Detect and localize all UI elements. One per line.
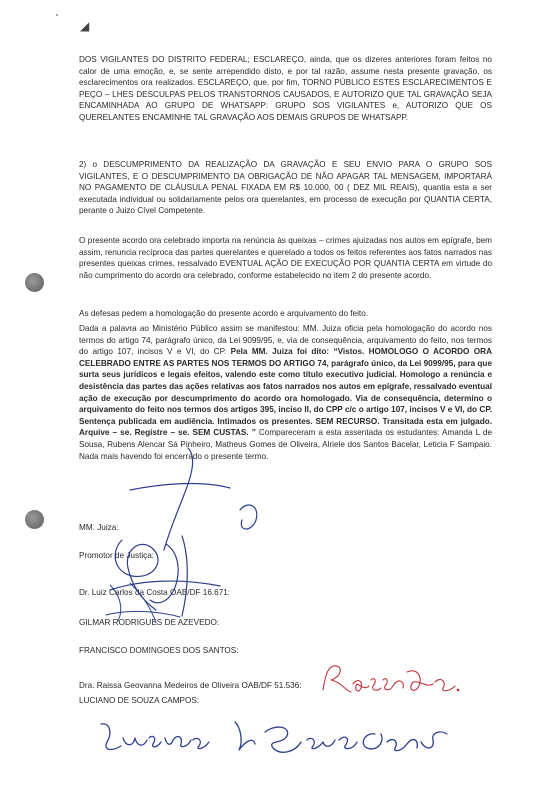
- paragraph-text: O presente acordo ora celebrado importa na renúncia às queixas – crimes ajuizadas nos autos em epígrafe, bem assim, renuncia recíproca das partes querelantes e querelado a todos os feitos referentes aos fatos narrados nas presentes queixas crimes, ressalvado EVENTUAL AÇÃO DE EXECUÇÃO POR QUANTIA CERTA em virtude do não cumprimento do acordo ora celebrado, conforme estabelecido no item 2 do presente acordo.: [79, 236, 492, 280]
- handwritten-signature-luciano: [95, 712, 455, 762]
- punch-hole-icon: [25, 510, 44, 529]
- signature-line-prosecutor: Promotor de Justiça:: [79, 551, 155, 560]
- punch-hole-icon: [25, 273, 44, 292]
- scan-speck: [56, 14, 58, 16]
- body-paragraph: [79, 54, 492, 124]
- paragraph-text: As defesas pedem a homologação do presente acordo e arquivamento do feito.: [79, 309, 369, 318]
- signature-line-party: GILMAR RODRIGUES DE AZEVEDO:: [79, 618, 220, 627]
- handwritten-signature-party: [100, 575, 190, 635]
- prosecutor-statement: Dada a palavra ao Ministério Público assim se manifestou: MM. Juiza oficia pela homologação do acordo nos termos do artigo 74, parágrafo único, da Lei 9099/95, e, via de consequência, arquivamento do feito, nos termos do artigo 107, incisos V e VI, do CP.: [79, 324, 492, 357]
- signature-line-party: LUCIANO DE SOUZA CAMPOS:: [79, 696, 200, 705]
- body-paragraph: [79, 159, 492, 217]
- handwritten-signature-raissa: [315, 660, 465, 700]
- judge-ruling: Pela MM. Juiza foi dito: “Vistos. HOMOLOGO O ACORDO ORA CELEBRADO ENTRE AS PARTES NOS TERMOS DO ARTIGO 74, parágrafo único, da Lei 9099/95, para que surta seus jurídicos e legais efeitos, valendo este como título executivo judicial. Homologo a renúncia e desistência das partes das ações relativas aos fatos narrados nos autos em epígrafe, ressalvado eventual ação de execução por descumprimento do acordo ora homologado. Via de consequência, determino o arquivamento do feito nos termos dos artigos 395, inciso II, do CPP c/c o artigo 107, incisos V e VI, do CP. Sentença publicada em audiência. Intimados os presentes. SEM RECURSO. Transitada esta em julgado. Arquive – se. Registre – se. SEM CUSTAS. ”: [79, 347, 492, 438]
- paragraph-text: DOS VIGILANTES DO DISTRITO FEDERAL; ESCLAREÇO, ainda, que os dizeres anteriores foram feitos no calor de uma emoção, e, se sente arrependido disto, e por tal razão, assume nesta presente gravação, os esclarecimentos ora realizados. ESCLAREÇO, que, por fim, TORNO PÚBLICO ESTES ESCLARECIMENTOS E PEÇO – LHES DESCULPAS PELOS TRANSTORNOS CAUSADOS, E AUTORIZO QUE TAL GRAVAÇÃO SEJA ENCAMINHADA AO GRUPO DE WHATSAPP: GRUPO SOS VIGILANTES e, AUTORIZO QUE OS QUERELANTES ENCAMINHE TAL GRAVAÇÃO AOS DEMAIS GRUPOS DE WHATSAPP.: [79, 55, 492, 122]
- attendance-note: Compareceram a esta assentada os estudantes: Amanda L de Sousa, Rubens Alencar Sá Pinheiro, Matheus Gomes de Oliveira, Alriele dos Santos Bacelar, Leticia F Sampaio. Nada mais havendo foi encerrado o presente termo.: [79, 428, 493, 461]
- signature-line-party: FRANCISCO DOMINGOES DOS SANTOS:: [79, 646, 239, 655]
- body-paragraph: [79, 308, 492, 320]
- signature-line-judge: MM. Juiza:: [79, 523, 119, 532]
- body-paragraph: [79, 235, 492, 281]
- paragraph-text: 2) o DESCUMPRIMENTO DA REALIZAÇÃO DA GRAVAÇÃO E SEU ENVIO PARA O GRUPO SOS VIGILANTES, E O DESCUMPRIMENTO DA OBRIGAÇÃO DE NÃO APAGAR TAL MENSAGEM, IMPORTARÁ NO PAGAMENTO DE CLÁUSULA PENAL FIXADA EM R$ 10.000, 00 ( DEZ MIL REAIS), quantia esta a ser executada individual ou solidariamente pelos ora querelantes, em processo de execução por QUANTIA CERTA, perante o Juizo Cível Competente.: [79, 160, 492, 216]
- corner-mark-icon: ◢: [80, 19, 90, 33]
- signature-line-lawyer: Dr. Luiz Carlos da Costa OAB/DF 16.671:: [79, 588, 231, 597]
- signature-line-lawyer: Dra. Raissa Geovanna Medeiros de Oliveira OAB/DF 51.536:: [79, 681, 302, 690]
